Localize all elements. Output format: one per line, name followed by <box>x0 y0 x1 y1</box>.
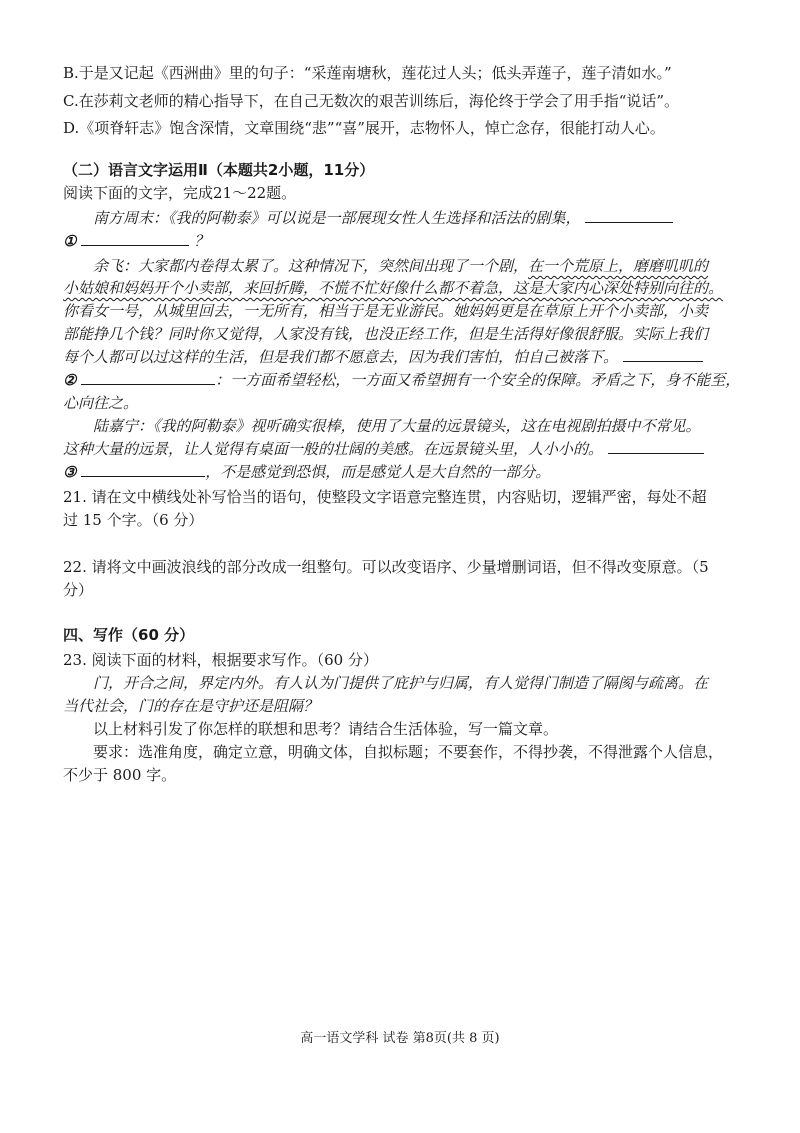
passage-text: 陆嘉宁：《我的阿勒泰》视听确实很棒，使用了大量的远景镜头，这在电视剧拍摄中不常见。 <box>93 417 701 435</box>
passage-text: ，不是感觉到恐惧，而是感觉人是大自然的一部分。 <box>205 463 551 481</box>
answer-blank <box>81 462 205 477</box>
passage-text: ？ <box>194 232 210 250</box>
option-b: B.于是又记起《西洲曲》里的句子：“采莲南塘秋，莲花过人头；低头弄莲子，莲子清如水。” <box>63 64 672 82</box>
wavy-underlined-text: 小姑娘和妈妈开个小卖部，来回折腾，不慌不忙好像什么都不着急，这是大家内心深处特别向往的。 <box>63 279 724 297</box>
answer-blank <box>81 370 215 385</box>
section-heading-language-use: （二）语言文字运用Ⅱ（本题共2小题，11分） <box>63 161 375 179</box>
requirements-text: 不少于 800 字。 <box>63 766 177 784</box>
page-footer: 高一语文学科 试卷 第8页(共 8 页) <box>300 1031 500 1046</box>
answer-blank <box>608 439 704 454</box>
blank-number-2: ② <box>63 371 77 389</box>
question-text: 分） <box>63 581 94 599</box>
passage-text: 这种大量的远景，让人觉得有桌面一般的壮阔的美感。在远景镜头里，人小小的。 <box>63 440 604 458</box>
passage-text: 南方周末：《我的阿勒泰》可以说是一部展现女性人生选择和活法的剧集， <box>93 209 581 227</box>
answer-blank <box>623 347 703 362</box>
option-d: D.《项脊轩志》饱含深情，文章围绕“悲”“喜”展开，志物怀人，悼亡念存，很能打动人心。 <box>63 119 665 137</box>
answer-blank <box>81 231 189 246</box>
passage-text: 部能挣几个钱？同时你又觉得，人家没有钱，也没正经工作，但是生活得好像很舒服。实际上我们 <box>63 325 709 343</box>
material-text: 门，开合之间，界定内外。有人认为门提供了庇护与归属，有人觉得门制造了隔阂与疏离。在 <box>93 674 709 692</box>
passage-text: ：一方面希望轻松，一方面又希望拥有一个安全的保障。矛盾之下，身不能至， <box>215 371 741 389</box>
passage-text: 你看女一号，从城里回去，一无所有，相当于是无业游民。她妈妈更是在草原上开个小卖部，小卖 <box>63 302 709 320</box>
question-text: 23. 阅读下面的材料，根据要求写作。（60 分） <box>63 651 378 669</box>
prompt-text: 以上材料引发了你怎样的联想和思考？请结合生活体验，写一篇文章。 <box>93 720 559 738</box>
requirements-text: 要求：选准角度，确定立意，明确文体，自拟标题；不要套作，不得抄袭，不得泄露个人信息， <box>93 743 724 761</box>
question-text: 过 15 个字。（6 分） <box>63 511 204 529</box>
answer-blank <box>585 208 673 223</box>
section-instruction: 阅读下面的文字，完成21～22题。 <box>63 184 297 202</box>
blank-number-1: ① <box>63 232 77 250</box>
passage-text: 每个人都可以过这样的生活，但是我们都不愿意去，因为我们害怕，怕自己被落下。 <box>63 348 619 366</box>
passage-text: 余飞：大家都内卷得太累了。这种情况下，突然间出现了一个剧， <box>93 257 529 275</box>
section-heading-writing: 四、写作（60 分） <box>63 626 195 644</box>
material-text: 当代社会，门的存在是守护还是阻隔？ <box>63 697 319 715</box>
wavy-underlined-text: 在一个荒原上，磨磨叽叽的 <box>528 257 709 275</box>
question-text: 22. 请将文中画波浪线的部分改成一组整句。可以改变语序、少量增删词语，但不得改变原意。（5 <box>63 558 709 576</box>
question-text: 21. 请在文中横线处补写恰当的语句，使整段文字语意完整连贯，内容贴切，逻辑严密，每处不超 <box>63 488 707 506</box>
blank-number-3: ③ <box>63 463 77 481</box>
passage-text: 心向往之。 <box>63 394 139 412</box>
option-c: C.在莎莉文老师的精心指导下，在自己无数次的艰苦训练后，海伦终于学会了用手指“说话”。 <box>63 92 680 110</box>
